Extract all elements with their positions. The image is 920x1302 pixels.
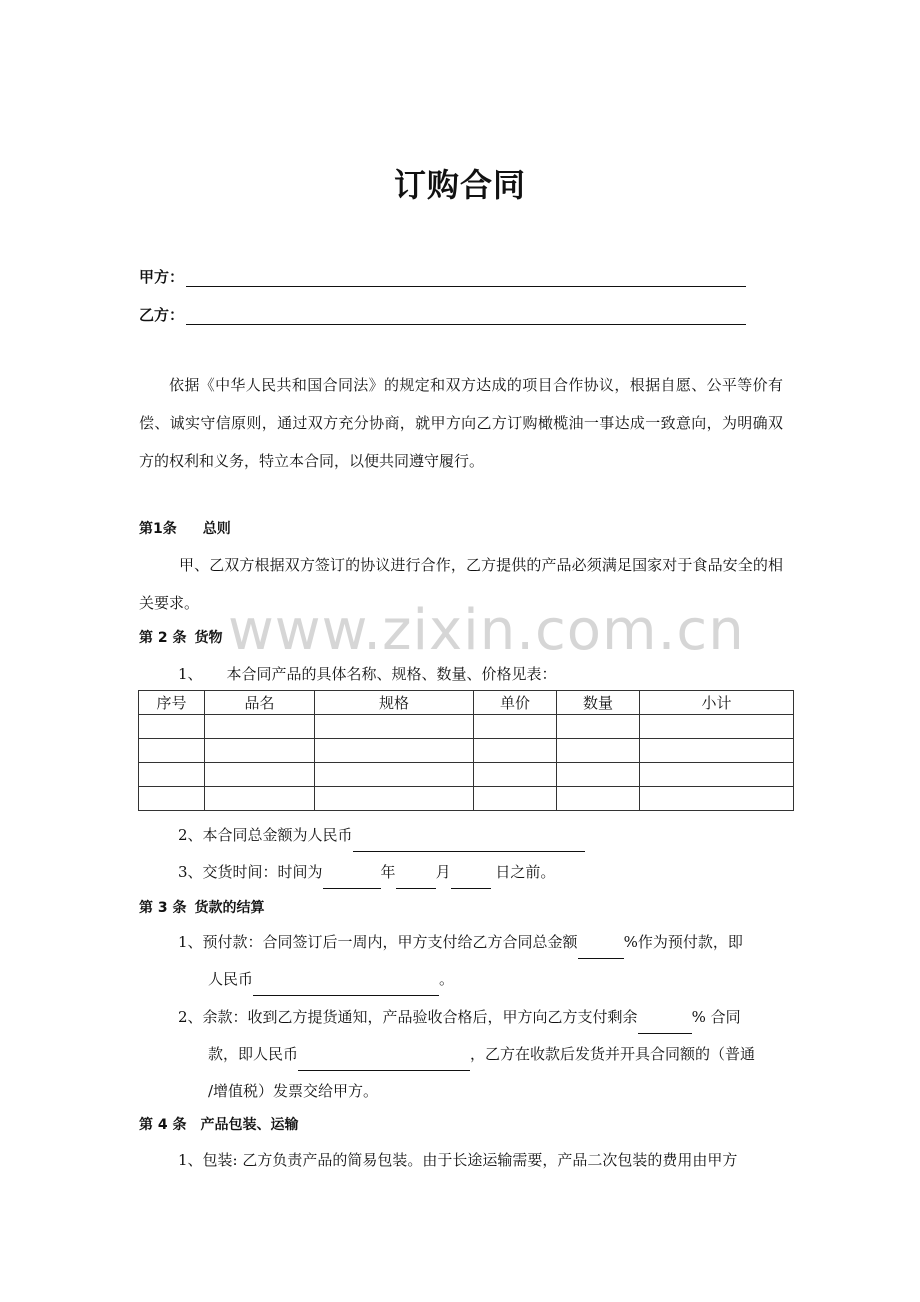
item-1-text: 本合同产品的具体名称、规格、数量、价格见表： [226, 665, 557, 683]
col-header-index: 序号 [139, 691, 205, 715]
table-cell[interactable] [474, 739, 557, 763]
delivery-year-blank[interactable] [323, 871, 381, 889]
article-2-item-3 [178, 855, 555, 889]
item-2-text: 2、本合同总金额为人民币 [178, 826, 353, 844]
item-3-text-d: 日之前。 [490, 863, 556, 881]
table-cell[interactable] [315, 715, 474, 739]
party-b-row [139, 304, 746, 325]
balance-text-e: /增值税）发票交给甲方。 [208, 1082, 379, 1100]
table-cell[interactable] [640, 763, 794, 787]
balance-amount-blank[interactable] [298, 1053, 470, 1071]
article-3-item-2-line-2 [208, 1037, 755, 1071]
col-header-price: 单价 [474, 691, 557, 715]
prepay-text-b: %作为预付款，即 [623, 933, 743, 951]
prepay-text-d: 。 [439, 970, 455, 988]
article-4-heading [139, 1114, 299, 1134]
intro-paragraph: 依据《中华人民共和国合同法》的规定和双方达成的项目合作协议，根据自愿、公平等价有偿、诚实守信原则，通过双方充分协商，就甲方向乙方订购橄榄油一事达成一致意向，为明确双方的权利和义务，特立本合同，以便共同遵守履行。 [139, 376, 783, 470]
table-cell[interactable] [315, 787, 474, 811]
prepay-number: 1、 [178, 933, 203, 951]
article-3-number: 第 3 条 [139, 900, 187, 916]
item-3-year: 年 [380, 863, 396, 881]
watermark: www.zixin.com.cn [228, 598, 745, 663]
table-cell[interactable] [139, 763, 205, 787]
contract-title: 订购合同 [393, 166, 526, 204]
article-3-item-2-line-1 [178, 1000, 741, 1034]
table-cell[interactable] [205, 715, 315, 739]
table-cell[interactable] [139, 739, 205, 763]
party-a-blank[interactable] [186, 268, 746, 287]
prepay-amount-blank[interactable] [253, 978, 439, 996]
table-cell[interactable] [474, 715, 557, 739]
table-row [139, 739, 794, 763]
goods-table [138, 690, 794, 811]
col-header-qty: 数量 [557, 691, 640, 715]
table-cell[interactable] [474, 787, 557, 811]
party-b-label: 乙方： [139, 306, 185, 324]
table-cell[interactable] [640, 787, 794, 811]
article-4-item-1 [178, 1143, 737, 1177]
table-row [139, 787, 794, 811]
table-cell[interactable] [557, 715, 640, 739]
article-3-heading [139, 897, 265, 917]
article-2-item-1 [178, 663, 557, 684]
table-cell[interactable] [557, 763, 640, 787]
article-2-title: 货物 [194, 630, 223, 646]
article-2-number: 第 2 条 [139, 630, 187, 646]
item-3-text-a: 3、交货时间：时间为 [178, 863, 323, 881]
balance-text-d: ，乙方在收款后发货并开具合同额的（普通 [470, 1045, 756, 1063]
delivery-month-blank[interactable] [396, 871, 436, 889]
balance-text-c: 款，即人民币 [208, 1045, 299, 1063]
balance-number: 2、 [178, 1008, 203, 1026]
article-1-heading [139, 518, 231, 538]
table-cell[interactable] [205, 739, 315, 763]
article-2-item-2 [178, 818, 585, 852]
packaging-text: 1、包装: 乙方负责产品的简易包装。由于长途运输需要，产品二次包装的费用由甲方 [178, 1151, 738, 1169]
table-cell[interactable] [474, 763, 557, 787]
table-cell[interactable] [640, 739, 794, 763]
table-row [139, 715, 794, 739]
table-cell[interactable] [139, 787, 205, 811]
table-cell[interactable] [139, 715, 205, 739]
article-1-number: 第1条 [139, 521, 177, 537]
table-cell[interactable] [315, 763, 474, 787]
article-3-item-1-line-2 [208, 962, 454, 996]
party-a-label: 甲方： [139, 268, 185, 286]
article-1-title: 总则 [202, 521, 231, 537]
party-b-blank[interactable] [186, 306, 746, 325]
delivery-day-blank[interactable] [451, 871, 491, 889]
balance-text-a: 余款：收到乙方提货通知，产品验收合格后，甲方向乙方支付剩余 [202, 1008, 638, 1026]
article-3-item-2-line-3 [208, 1074, 378, 1108]
article-1-body: 甲、乙双方根据双方签订的协议进行合作，乙方提供的产品必须满足国家对于食品安全的相关要求。 [139, 556, 783, 612]
item-1-number: 1、 [178, 665, 203, 683]
total-amount-blank[interactable] [353, 834, 585, 852]
col-header-subtotal: 小计 [640, 691, 794, 715]
article-3-title: 货款的结算 [194, 900, 265, 916]
table-cell[interactable] [205, 787, 315, 811]
article-2-heading [139, 627, 223, 647]
prepay-text-a: 预付款：合同签订后一周内，甲方支付给乙方合同总金额 [202, 933, 578, 951]
table-header-row [139, 691, 794, 715]
table-cell[interactable] [557, 787, 640, 811]
table-cell[interactable] [557, 739, 640, 763]
party-a-row [139, 266, 746, 287]
prepay-percent-blank[interactable] [578, 941, 624, 959]
article-4-number: 第 4 条 [139, 1117, 187, 1133]
item-3-month: 月 [435, 863, 451, 881]
table-cell[interactable] [640, 715, 794, 739]
prepay-text-c: 人民币 [208, 970, 254, 988]
col-header-spec: 规格 [315, 691, 474, 715]
table-cell[interactable] [205, 763, 315, 787]
balance-percent-blank[interactable] [638, 1016, 692, 1034]
article-4-title: 产品包装、运输 [200, 1117, 299, 1133]
table-row [139, 763, 794, 787]
balance-text-b: % 合同 [691, 1008, 741, 1026]
article-3-item-1-line-1 [178, 925, 743, 959]
table-cell[interactable] [315, 739, 474, 763]
col-header-name: 品名 [205, 691, 315, 715]
